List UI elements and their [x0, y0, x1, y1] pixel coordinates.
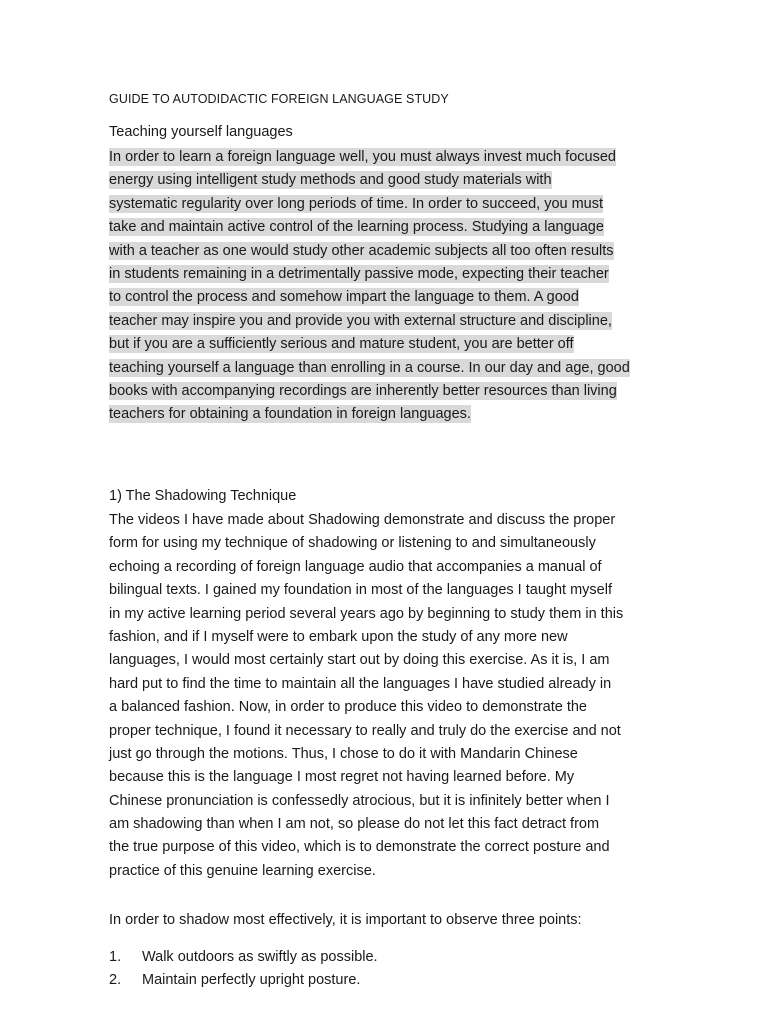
list-text: Maintain perfectly upright posture. [142, 972, 361, 988]
list-item [109, 969, 360, 992]
intro-line: in students remaining in a detrimentally passive mode, expecting their teacher [109, 265, 609, 282]
intro-line: energy using intelligent study methods and good study materials with [109, 172, 552, 189]
intro-line: systematic regularity over long periods of time. In order to succeed, you must [109, 195, 604, 212]
intro-line: teacher may inspire you and provide you with external structure and discipline, [109, 312, 612, 329]
shadowing-line: hard put to find the time to maintain all the languages I have studied already in [109, 675, 612, 692]
shadowing-line: proper technique, I found it necessary to really and truly do the exercise and not [109, 722, 621, 739]
shadowing-line: bilingual texts. I gained my foundation in most of the languages I taught myself [109, 582, 612, 599]
list-item [109, 946, 378, 969]
shadowing-line: a balanced fashion. Now, in order to produce this video to demonstrate the [109, 699, 587, 716]
shadowing-line: in my active learning period several years ago by beginning to study them in this [109, 605, 624, 622]
intro-line: teaching yourself a language than enrolling in a course. In our day and age, good [109, 359, 630, 376]
shadowing-line: the true purpose of this video, which is to demonstrate the correct posture and [109, 839, 610, 856]
shadowing-line: because this is the language I most regret not having learned before. My [109, 769, 575, 786]
shadowing-line: am shadowing than when I am not, so please do not let this fact detract from [109, 816, 600, 833]
shadowing-line: form for using my technique of shadowing or listening to and simultaneously [109, 535, 596, 552]
intro-line: to control the process and somehow impart the language to them. A good [109, 289, 579, 306]
shadowing-line: just go through the motions. Thus, I chose to do it with Mandarin Chinese [109, 745, 578, 762]
shadowing-line: The videos I have made about Shadowing demonstrate and discuss the proper [109, 512, 616, 528]
shadowing-line: languages, I would most certainly start out by doing this exercise. As it is, I am [109, 652, 610, 669]
list-number: 2. [109, 972, 122, 988]
shadowing-paragraph [109, 509, 669, 883]
intro-line: take and maintain active control of the learning process. Studying a language [109, 219, 604, 236]
shadowing-line: fashion, and if I myself were to embark upon the study of any more new [109, 628, 568, 645]
intro-paragraph [109, 146, 669, 427]
intro-line: with a teacher as one would study other academic subjects all too often results [109, 242, 614, 259]
intro-line: In order to learn a foreign language well, you must always invest much focused [109, 149, 616, 165]
intro-line: but if you are a sufficiently serious and mature student, you are better off [109, 336, 574, 353]
shadowing-line: echoing a recording of foreign language audio that accompanies a manual of [109, 558, 602, 575]
shadowing-line: Chinese pronunciation is confessedly atrocious, but it is infinitely better when I [109, 792, 610, 809]
intro-line: books with accompanying recordings are inherently better resources than living [109, 382, 617, 399]
shadowing-line: practice of this genuine learning exercise. [109, 862, 376, 879]
document-title: GUIDE TO AUTODIDACTIC FOREIGN LANGUAGE STUDY [109, 92, 449, 106]
list-text: Walk outdoors as swiftly as possible. [142, 949, 378, 965]
points-intro: In order to shadow most effectively, it is important to observe three points: [109, 912, 582, 928]
section-heading-shadowing: 1) The Shadowing Technique [109, 488, 297, 504]
intro-line: teachers for obtaining a foundation in foreign languages. [109, 406, 471, 423]
intro-heading: Teaching yourself languages [109, 124, 293, 140]
list-number: 1. [109, 949, 122, 965]
